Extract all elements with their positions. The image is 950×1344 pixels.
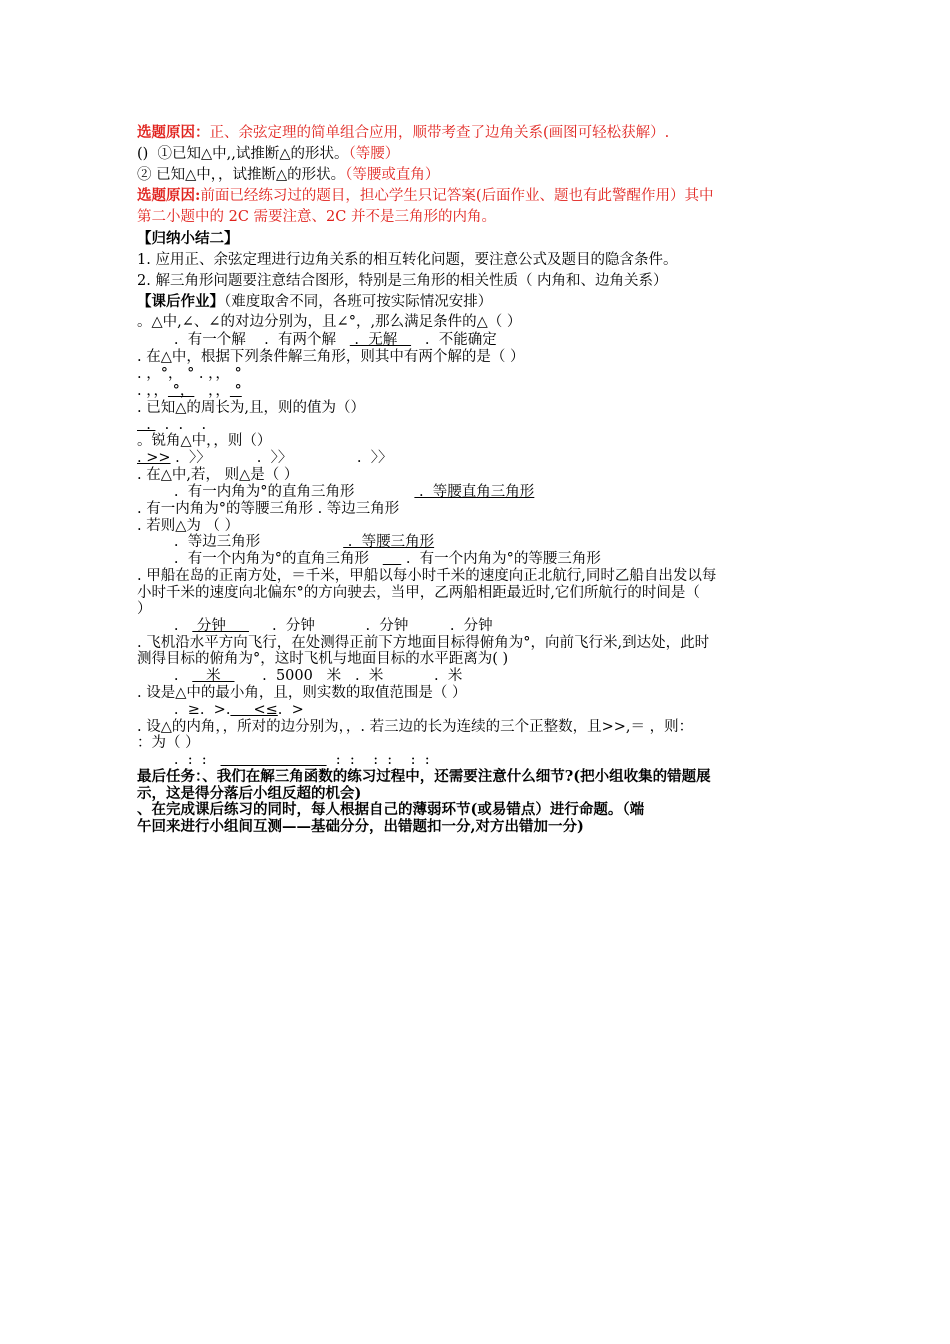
question-8-line-2: 测得目标的俯角为°，这时飞机与地面目标的水平距离为( ) [137, 651, 509, 667]
options-1: . 有一个解 . 有两个解 . 无解 . 不能确定 [137, 332, 497, 348]
reason-line-2 [137, 187, 714, 205]
reason-line-1 [137, 124, 669, 142]
question-3: . 已知△的周长为,且，则的值为（） [137, 400, 365, 416]
final-task-line-1: 最后任务：、我们在解三角函数的练习过程中，还需要注意什么细节?(把小组收集的错题展 [137, 768, 711, 785]
reason-line-3: 第二小题中的 2C 需要注意、2C 并不是三角形的内角。 [137, 209, 496, 225]
summary-point-1: 1. 应用正、余弦定理进行边角关系的相互转化问题，要注意公式及题目的隐含条件。 [137, 252, 678, 268]
question-7-line-2: 小时千米的速度向北偏东°的方向驶去，当甲，乙两船相距最近时,它们所航行的时间是（ [137, 585, 700, 601]
question-7-line-3: ） [137, 601, 152, 617]
question-10-line-1: . 设△的内角，，所对的边分别为，，. 若三边的长为连续的三个正整数，且>>,＝ ，则： [137, 719, 694, 735]
reason-text: 前面已经练习过的题目，担心学生只记答案(后面作业、题也有此警醒作用）其中 [200, 188, 714, 204]
question-10-line-2: ：为（ ） [137, 735, 200, 751]
question-4: 。锐角△中，，则（） [137, 433, 272, 449]
options-7: . 分钟 . 分钟 . 分钟 . 分钟 [137, 618, 493, 634]
reason-label: 选题原因: [137, 187, 201, 204]
homework-label: 【课后作业】 [137, 293, 224, 310]
options-2a: . ，°， ° . ，， ° [137, 366, 242, 382]
options-3: . . . . [137, 417, 207, 433]
question-7-line-1: . 甲船在岛的正南方处，＝千米，甲船以每小时千米的速度向正北航行,同时乙船自出发以每 [137, 568, 717, 584]
homework-note: （难度取舍不同，各班可按实际情况安排） [224, 294, 493, 310]
answer-underline: . 无解 [349, 332, 412, 348]
final-task-line-2: 示，这是得分落后小组反超的机会) [137, 785, 362, 802]
question-1: 。△中,∠、∠的对边分别为，且∠°，,那么满足条件的△（ ） [137, 314, 522, 330]
final-task-line-4: 午回来进行小组间互测——基础分分，出错题扣一分,对方出错加一分) [137, 818, 584, 835]
options-9: . ≥. >. <≤. > [137, 702, 304, 718]
options-5a: . 有一内角为°的直角三角形 . 等腰直角三角形 [137, 484, 535, 500]
reason-label: 选题原因： [137, 124, 210, 141]
example-text: ② 已知△中，，试推断△的形状。 [137, 167, 346, 183]
options-8: . 米 . 5000 米 . 米 . 米 [137, 668, 463, 684]
summary-heading: 【归纳小结二】 [137, 230, 239, 247]
question-8-line-1: . 飞机沿水平方向飞行，在处测得正前下方地面目标得俯角为°，向前飞行米,到达处，此时 [137, 635, 710, 651]
question-6: . 若则△为 （ ） [137, 518, 240, 534]
example-answer: （等腰或直角） [345, 167, 440, 183]
options-6b: . 有一个内角为°的直角三角形 . 有一个内角为°的等腰三角形 [137, 551, 601, 567]
homework-heading [137, 293, 492, 311]
options-6a: . 等边三角形 . 等腰三角形 [137, 534, 435, 550]
question-2: . 在△中，根据下列条件解三角形，则其中有两个解的是（ ） [137, 349, 525, 365]
example-text: () ①已知△中,,试推断△的形状。 [137, 146, 349, 162]
question-9: . 设是△中的最小角，且，则实数的取值范围是（ ） [137, 685, 467, 701]
options-5b: . 有一内角为°的等腰三角形 . 等边三角形 [137, 501, 400, 517]
options-4: . >> . 〉〉 . 〉〉 . 〉〉 [137, 450, 393, 466]
options-2b: . ，， °， ，， ° [137, 383, 242, 399]
example-line-1 [137, 145, 399, 163]
summary-point-2: 2. 解三角形问题要注意结合图形，特别是三角形的相关性质（ 内角和、边角关系） [137, 273, 668, 289]
example-answer: （等腰） [348, 146, 400, 162]
reason-text: 正、余弦定理的简单组合应用，顺带考查了边角关系(画图可轻松获解）. [209, 125, 670, 141]
final-task-line-3: 、在完成课后练习的同时，每人根据自己的薄弱环节(或易错点）进行命题。（端 [137, 801, 645, 818]
final-task-label: 最后任务： [137, 768, 203, 785]
question-5: . 在△中,若， 则△是（ ） [137, 467, 299, 483]
example-line-2 [137, 166, 439, 184]
options-10: . : : : : : : : : [137, 752, 430, 768]
